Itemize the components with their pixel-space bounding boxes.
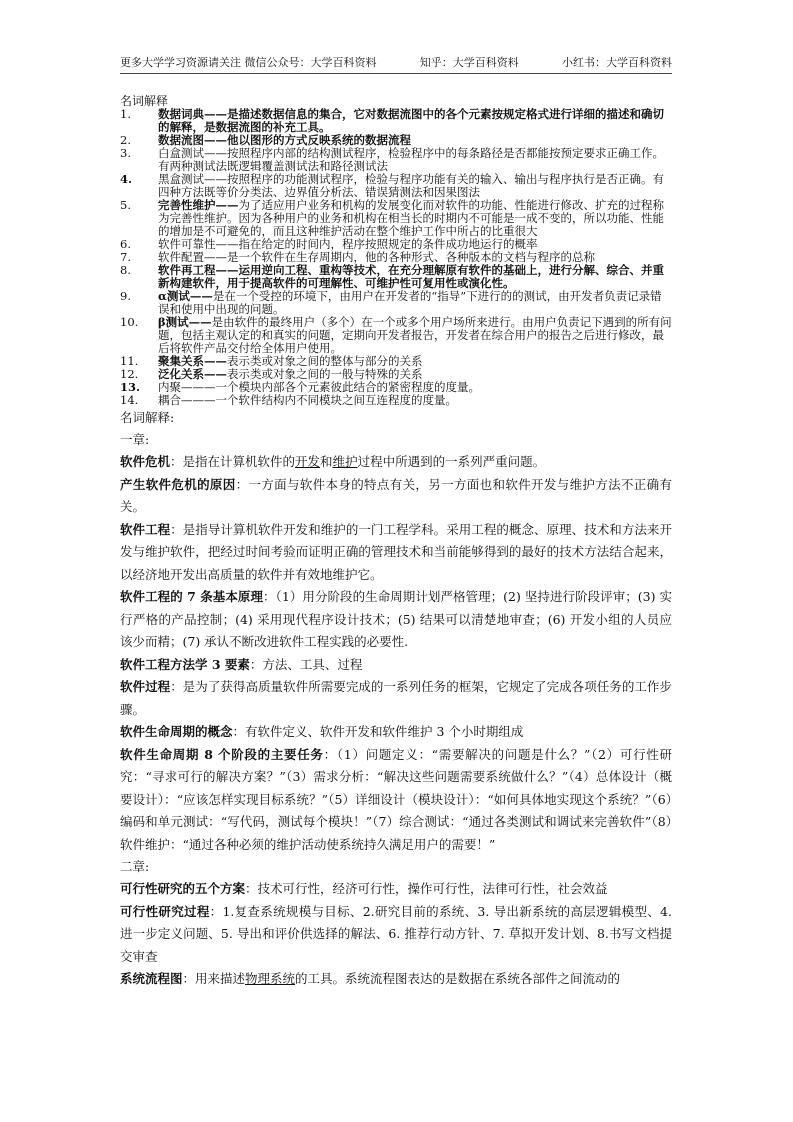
list-item: 1. 数据词典——是描述数据信息的集合，它对数据流图中的各个元素按规定格式进行详细的描述和确切的解释，是数据流图的补充工具。 [120,107,664,134]
paragraph: 软件工程的 7 条基本原理：（1）用分阶段的生命周期计划严格管理；(2) 坚持进行阶段评审；(3) 实行严格的产品控制；(4) 采用现代程序设计技术；(5) 结果可以清楚地审查；(6) 开发小组的人员应该少而精；(7) 承认不断改进软件工程实践的必要性. [120,589,672,649]
list-item: 13. 内聚———一个模块内部各个元素彼此结合的紧密程度的度量。 [120,380,480,394]
paragraph: 可行性研究过程：1.复查系统规模与目标、2.研究目前的系统、3. 导出新系统的高层逻辑模型、4. 进一步定义问题、5. 导出和评价供选择的解法、6. 推荐行动方针、7. 草拟开发计划、8.书写文档提交审查 [120,903,672,964]
paragraph: 软件工程方法学 3 要素：方法、工具、过程 [120,656,363,672]
list-item: 7. 软件配置——是一个软件在生存周期内，他的各种形式、各种版本的文档与程序的总称 [120,250,595,264]
list-item: 11. 聚集关系——表示类或对象之间的整体与部分的关系 [120,354,423,368]
paragraph: 软件过程：是为了获得高质量软件所需要完成的一系列任务的框架，它规定了完成各项任务的工作步骤。 [120,679,672,717]
list-item: 14. 耦合———一个软件结构内不同模块之间互连程度的度量。 [120,393,457,407]
header-right: 小红书：大学百科资料 [562,56,672,69]
chapter-heading: 二章: [120,859,150,874]
list-item: 12. 泛化关系——表示类或对象之间的一般与特殊的关系 [120,367,423,381]
paragraph: 软件工程：是指导计算机软件开发和维护的一门工程学科。采用工程的概念、原理、技术和方法来开发与维护软件，把经过时间考验而证明正确的管理技术和当前能够得到的最好的技术方法结合起来，以经济地开发出高质量的软件并有效地维护它。 [120,521,672,582]
chapter-heading: 一章: [120,432,150,447]
list-item: 3. 白盒测试——按照程序内部的结构测试程序，检验程序中的每条路径是否都能按预定要求正确工作。有两种测试法既逻辑覆盖测试法和路径测试法 [120,146,664,173]
paragraph: 软件生命周期 8 个阶段的主要任务：（1）问题定义：“需要解决的问题是什么？”（2）可行性研究：“寻求可行的解决方案？”（3）需求分析：“解决这些问题需要系统做什么？”（4）总体设计（概要设计）：“应该怎样实现目标系统？”（5）详细设计（模块设计）：“如何具体地实现这个系统？”（6）编码和单元测试：“写代码，测试每个模块！”（7）综合测试：“通过各类测试和调试来完善软件”（8）软件维护：“通过各种必须的维护活动使系统持久满足用户的需要！” [120,746,672,852]
list-title: 名词解释 [120,94,169,108]
paragraph: 可行性研究的五个方案：技术可行性，经济可行性，操作可行性，法律可行性，社会效益 [120,881,608,896]
list-item: 9. α测试——是在一个受控的环境下，由用户在开发者的“指导”下进行的的测试，由开发者负责记录错误和使用中出现的问题。 [120,289,662,316]
list-item: 5. 完善性维护——为了适应用户业务和机构的发展变化而对软件的功能、性能进行修改、扩充的过程称为完善性维护。因为各种用户的业务和机构在相当长的时期内不可能是一成不变的，所以功能、性能的增加是不可避免的，而且这种维护活动在整个维护工作中所占的比重很大 [120,198,664,238]
term-list [120,108,672,407]
page-header [120,54,672,74]
paragraph: 软件危机：是指在计算机软件的开发和维护过程中所遇到的一系列严重问题。 [120,454,546,469]
list-item: 4. 黑盒测试——按照程序的功能测试程序，检验与程序功能有关的输入、输出与程序执行是否正确。有四种方法既等价分类法、边界值分析法、错误猜测法和因果图法 [120,172,664,199]
section-label: 名词解释: [120,410,175,425]
header-middle: 知乎：大学百科资料 [419,56,519,69]
document-body [120,94,672,991]
list-item: 6. 软件可靠性——指在给定的时间内，程序按照规定的条件成功地运行的概率 [120,237,538,251]
header-left: 更多大学学习资源请关注 微信公众号：大学百科资料 [120,56,377,69]
paragraph: 软件生命周期的概念：有软件定义、软件开发和软件维护 3 个小时期组成 [120,724,524,739]
list-item: 8. 软件再工程——运用逆向工程、重构等技术，在充分理解原有软件的基础上，进行分解、综合、并重新构建软件，用于提高软件的可理解性、可维护性可复用性或演化性。 [120,263,664,290]
paragraph: 系统流程图：用来描述物理系统的工具。系统流程图表达的是数据在系统各部件之间流动的 [120,971,621,986]
list-item: 2. 数据流图——他以图形的方式反映系统的数据流程 [120,133,411,147]
paragraph: 产生软件危机的原因：一方面与软件本身的特点有关，另一方面也和软件开发与维护方法不正确有关。 [120,476,672,514]
list-item: 10. β测试——是由软件的最终用户（多个）在一个或多个用户场所来进行。由用户负责记下遇到的所有问题，包括主观认定的和真实的问题，定期向开发者报告，开发者在综合用户的报告之后进行修改，最后将软件产品交付给全体用户使用。 [120,315,672,355]
